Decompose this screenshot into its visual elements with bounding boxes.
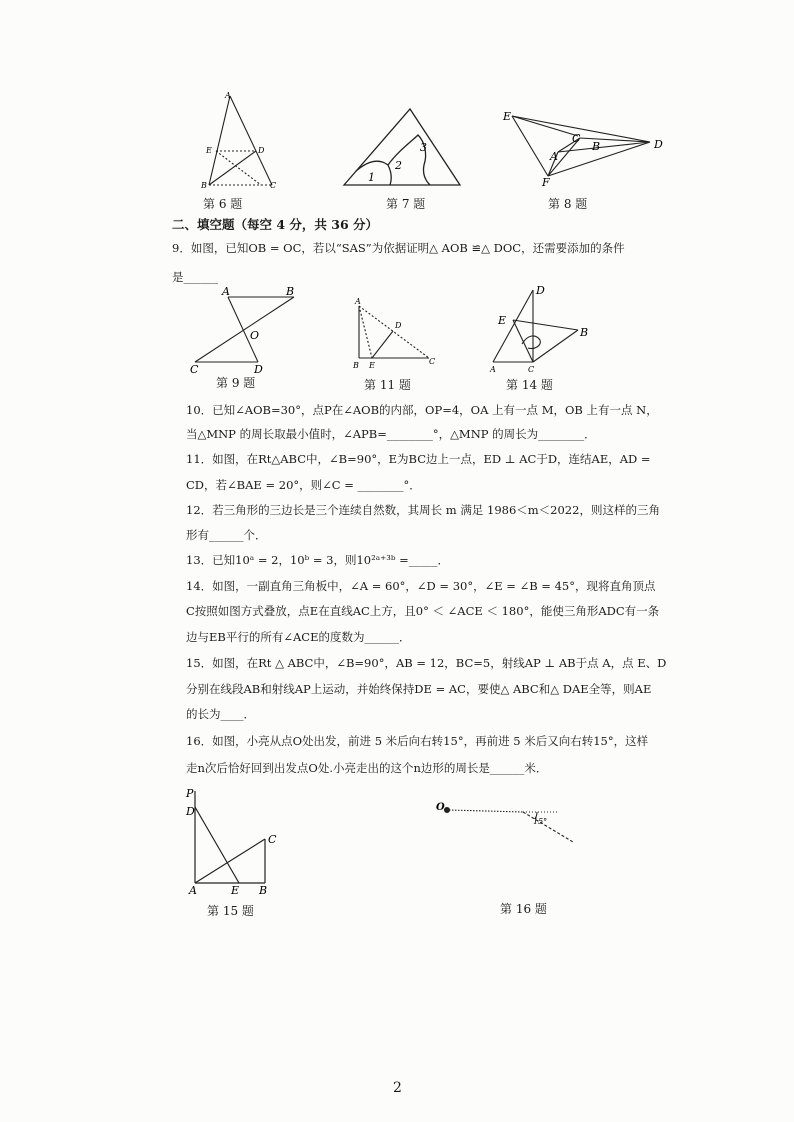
question-line: 13．已知10ᵃ = 2，10ᵇ = 3，则10²ᵃ⁺³ᵇ =_____． <box>186 553 449 567</box>
fig6-label: D <box>258 146 265 155</box>
question-line: C按照如图方式叠放，点E在直线AC上方，且0° ＜ ∠ACE ＜ 180°，能使三角形ADC有一条 <box>186 604 660 618</box>
fig9-label: D <box>254 363 263 376</box>
fig9-label: A <box>222 285 230 298</box>
fig9-label: B <box>286 285 295 298</box>
question-line: 分别在线段AB和射线AP上运动，并始终保持DE = AC，要使△ ABC和△ DAE全等，则AE <box>186 682 652 696</box>
fig14-label: B <box>580 326 589 339</box>
fig15-label: C <box>268 833 277 846</box>
figure-q8 <box>500 108 670 188</box>
fig9-label: O <box>250 329 260 342</box>
fig15-label: D <box>186 805 195 818</box>
caption-q15: 第 15 题 <box>207 904 254 918</box>
question-line: 14．如图，一副直角三角板中，∠A = 60°，∠D = 30°，∠E = ∠B = 45°，现将直角顶点 <box>186 579 656 593</box>
fig15-label: A <box>189 884 197 897</box>
caption-q14: 第 14 题 <box>506 378 553 392</box>
fig11-label: D <box>395 321 402 330</box>
fig8-label: A <box>550 150 558 163</box>
question-9-line1: 9．如图，已知OB = OC，若以“SAS”为依据证明△ AOB ≌△ DOC，还需要添加的条件 <box>172 241 625 255</box>
fig11-label: E <box>369 361 375 370</box>
fig7-label: 1 <box>368 171 375 184</box>
caption-q7: 第 7 题 <box>386 197 426 211</box>
question-line: 走n次后恰好回到出发点O处.小亮走出的这个n边形的周长是______米． <box>186 761 548 775</box>
fig8-label: D <box>654 138 663 151</box>
fig16-label: 15° <box>533 817 548 826</box>
question-line: 边与EB平行的所有∠ACE的度数为______． <box>186 630 411 644</box>
fig14-label: A <box>490 365 496 374</box>
fig15-label: P <box>186 787 194 800</box>
fig16-label: O <box>436 802 445 813</box>
question-line: 的长为____． <box>186 707 255 721</box>
fig14-label: C <box>528 365 535 374</box>
fig6-label: C <box>270 181 277 190</box>
figure-q7 <box>340 105 465 190</box>
figure-q11 <box>345 298 435 370</box>
question-line: 12．若三角形的三边长是三个连续自然数，其周长 m 满足 1986＜m＜2022，则这样的三角 <box>186 503 660 517</box>
fig11-label: B <box>353 361 359 370</box>
fig15-label: E <box>231 884 240 897</box>
figure-q6 <box>200 90 290 190</box>
question-line: 形有______个． <box>186 528 267 542</box>
question-line: CD，若∠BAE = 20°，则∠C = ________°． <box>186 478 421 492</box>
fig9-label: C <box>190 363 199 376</box>
fig8-label: B <box>592 140 601 153</box>
question-line: 16．如图，小亮从点O处出发，前进 5 米后向右转15°，再前进 5 米后又向右转15°，这样 <box>186 734 649 748</box>
question-line: 15．如图，在Rt △ ABC中，∠B=90°，AB = 12，BC=5，射线AP ⊥ AB于点 A，点 E、D <box>186 656 667 670</box>
caption-q6: 第 6 题 <box>203 197 243 211</box>
page-number: 2 <box>393 1080 402 1096</box>
fig11-label: C <box>429 357 436 366</box>
fig14-label: D <box>536 284 545 297</box>
figure-q14 <box>488 282 593 372</box>
fig8-label: C <box>572 132 581 145</box>
caption-q11: 第 11 题 <box>364 378 411 392</box>
question-line: 当△MNP 的周长取最小值时，∠APB=________°，△MNP 的周长为________． <box>186 427 596 441</box>
fig7-label: 2 <box>395 159 402 172</box>
caption-q16: 第 16 题 <box>500 902 547 916</box>
question-line: 10．已知∠AOB=30°，点P在∠AOB的内部，OP=4，OA 上有一点 M，OB 上有一点 N， <box>186 403 658 417</box>
fig6-label: B <box>201 181 207 190</box>
fig7-label: 3 <box>420 141 427 154</box>
figure-q9 <box>190 285 305 376</box>
fig6-label: E <box>206 146 212 155</box>
section-title: 二、填空题（每空 4 分，共 36 分） <box>172 217 379 232</box>
question-9-line2: 是______ <box>172 270 218 284</box>
question-line: 11．如图，在Rt△ABC中，∠B=90°，E为BC边上一点，ED ⊥ AC于D，连结AE，AD = <box>186 452 651 466</box>
fig8-label: E <box>503 110 512 123</box>
figure-q15 <box>183 785 283 895</box>
fig6-label: A <box>225 91 231 100</box>
fig11-label: A <box>355 297 361 306</box>
fig14-label: E <box>498 314 507 327</box>
figure-q16 <box>435 798 580 853</box>
fig8-label: F <box>542 176 550 189</box>
fig15-label: B <box>259 884 268 897</box>
caption-q9: 第 9 题 <box>216 376 256 390</box>
caption-q8: 第 8 题 <box>548 197 588 211</box>
